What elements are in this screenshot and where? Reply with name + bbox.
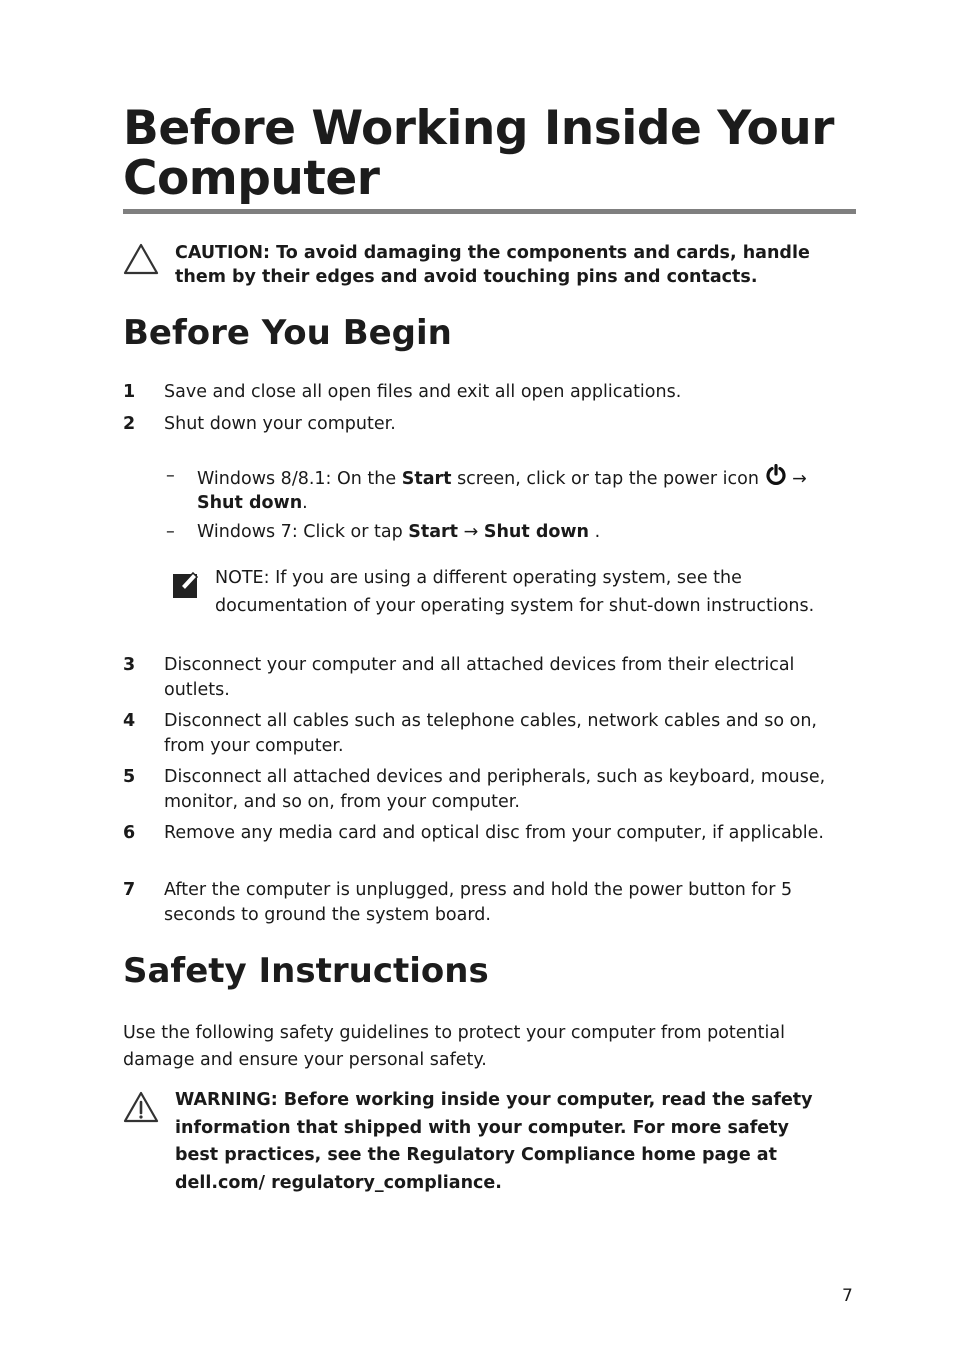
step-text: Remove any media card and optical disc from your computer, if applicable. [164, 823, 824, 843]
start-label: Start [408, 522, 459, 542]
substep-prefix: Windows 7: Click or tap [197, 522, 409, 542]
power-icon [765, 464, 787, 486]
substep-text [197, 520, 857, 544]
note-pencil-icon [171, 568, 201, 600]
note-body: If you are using a different operating system, see the documentation of your operating system for shut-down instructions. [215, 568, 815, 616]
step-number: 2 [123, 414, 136, 434]
note-label: NOTE: [215, 568, 270, 588]
step-text: Save and close all open files and exit all open applications. [164, 382, 682, 402]
shutdown-label: Shut down [483, 522, 589, 542]
substep-suffix: . [589, 522, 601, 542]
step-text: Disconnect your computer and all attached devices from their electrical outlets. [164, 655, 795, 700]
substep-text [197, 464, 857, 515]
substep-suffix: . [302, 493, 308, 513]
start-label: Start [401, 469, 452, 489]
substep-dash: – [166, 522, 175, 542]
warning-text: WARNING: Before working inside your computer, read the safety information that shipped with your computer. For more safety best practices, see the Regulatory Compliance home page at dell.com/ regulatory_compliance. [175, 1090, 813, 1193]
title-divider [123, 209, 856, 214]
substep-middle: screen, click or tap the power icon [451, 469, 765, 489]
step-number: 1 [123, 382, 136, 402]
step-text: After the computer is unplugged, press and hold the power button for 5 seconds to ground the system board. [164, 880, 793, 925]
note-text [215, 565, 815, 620]
section-heading-before-you-begin: Before You Begin [123, 313, 452, 353]
shutdown-label: Shut down [197, 493, 303, 513]
step-number: 6 [123, 823, 136, 843]
arrow-glyph: → [792, 469, 807, 489]
step-number: 4 [123, 711, 136, 731]
step-text: Disconnect all cables such as telephone cables, network cables and so on, from your computer. [164, 711, 817, 756]
substep-prefix: Windows 8/8.1: On the [197, 469, 402, 489]
warning-triangle-icon [122, 1090, 160, 1124]
caution-triangle-icon [122, 242, 160, 276]
caution-text: CAUTION: To avoid damaging the components and cards, handle them by their edges and avoid touching pins and contacts. [175, 243, 810, 287]
arrow-glyph: → [458, 522, 484, 542]
safety-intro-paragraph: Use the following safety guidelines to protect your computer from potential damage and ensure your personal safety. [123, 1023, 785, 1070]
page-title: Before Working Inside Your Computer [123, 101, 834, 206]
step-number: 3 [123, 655, 136, 675]
substep-dash: – [166, 466, 175, 486]
step-number: 7 [123, 880, 136, 900]
step-text: Shut down your computer. [164, 414, 396, 434]
page-number: 7 [842, 1286, 853, 1306]
step-text: Disconnect all attached devices and peripherals, such as keyboard, mouse, monitor, and so on, from your computer. [164, 767, 826, 812]
step-number: 5 [123, 767, 136, 787]
section-heading-safety-instructions: Safety Instructions [123, 951, 489, 991]
